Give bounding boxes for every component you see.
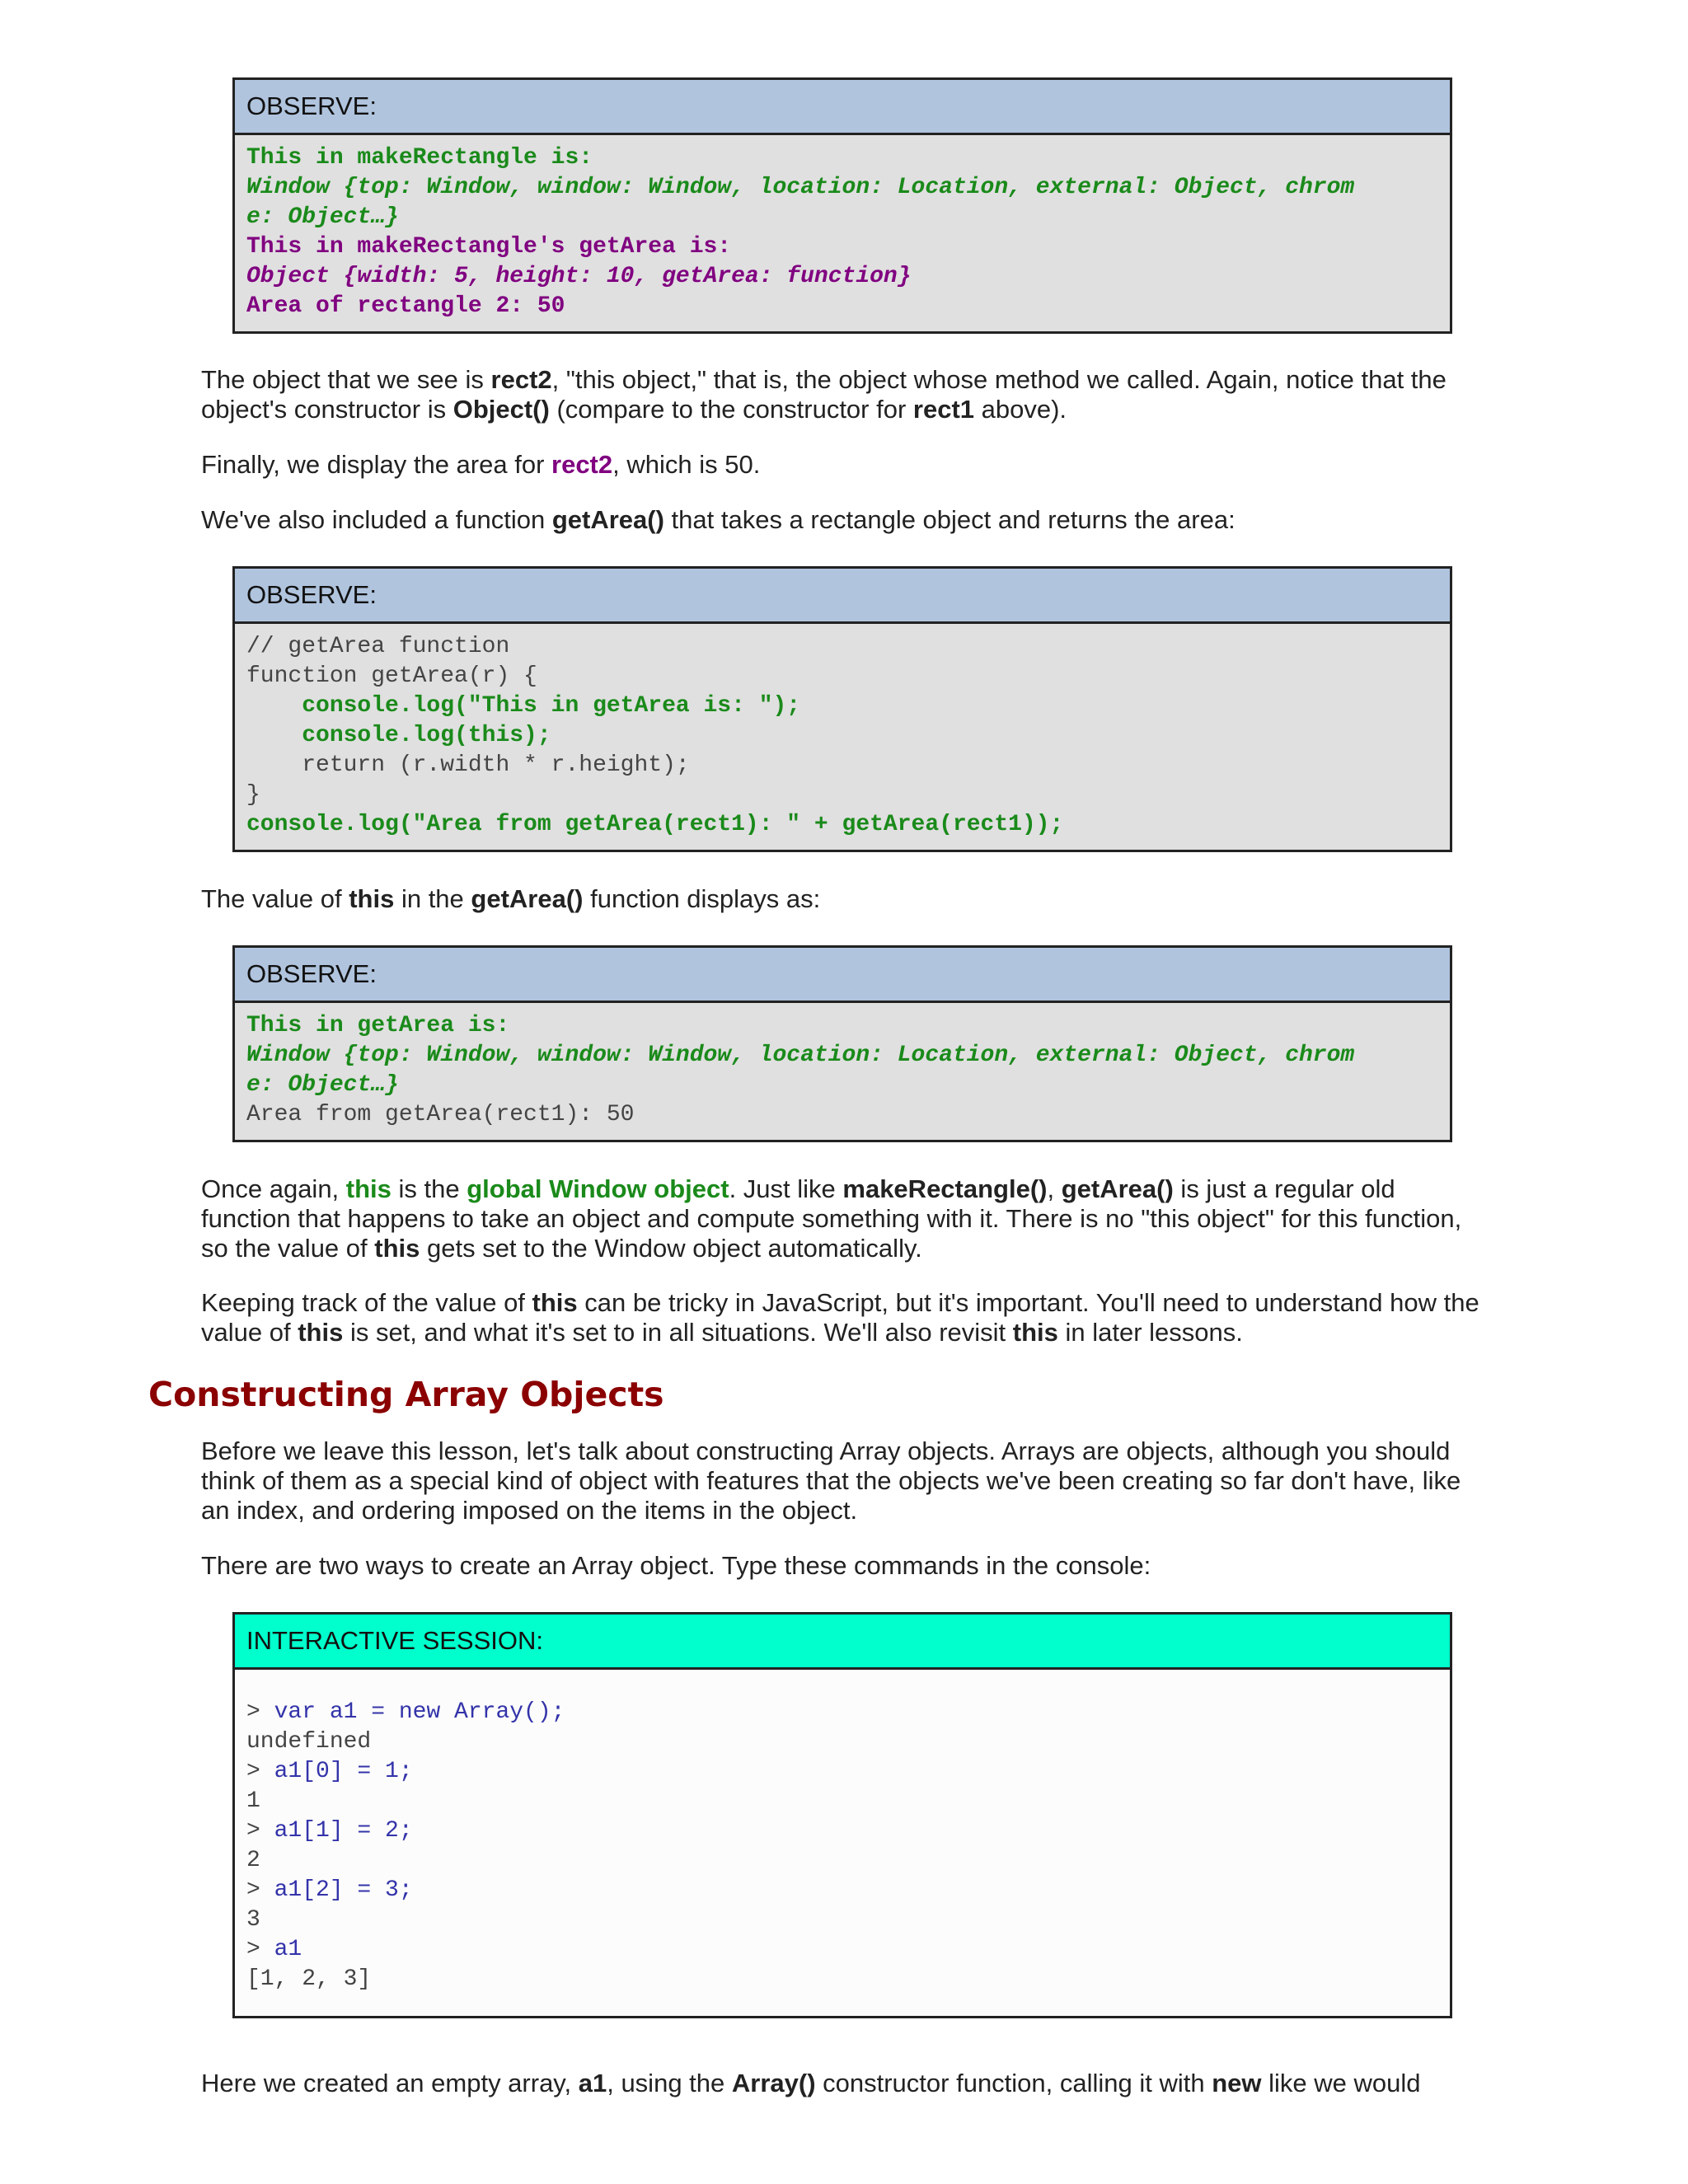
code-term: this (532, 1288, 578, 1317)
session-line (246, 1935, 1438, 1965)
text: . Just like (729, 1174, 843, 1203)
text: , "this object," that is, the object whose method we called. Again, notice that the object's constructor is (201, 365, 1447, 424)
session-output: undefined (246, 1729, 372, 1755)
observe-box-code (235, 135, 1450, 331)
code-term: Object() (452, 395, 550, 424)
session-line (246, 1698, 1438, 1727)
text: in later lessons. (1057, 1318, 1243, 1347)
session-output: 3 (246, 1907, 260, 1933)
text: is just a regular old function that happens to take an object and compute something with it. There is no "this object" for this function, so the value of (201, 1174, 1462, 1263)
session-code (235, 1670, 1450, 2016)
session-output: 2 (246, 1848, 260, 1873)
text: function displays as: (583, 884, 821, 913)
code-term: getArea() (551, 505, 664, 534)
paragraph: There are two ways to create an Array object. Type these commands in the console: (201, 1551, 1151, 1580)
paragraph (201, 505, 1487, 535)
code-term: rect1 (912, 395, 975, 424)
code-term: Array() (731, 2069, 816, 2097)
session-box-header: INTERACTIVE SESSION: (235, 1615, 1450, 1670)
glossary-term: global Window object (467, 1174, 729, 1203)
text: Finally, we display the area for (201, 450, 552, 479)
text: in the (394, 884, 471, 913)
code-term: this (345, 1174, 392, 1203)
text: Once again, (201, 1174, 346, 1203)
prompt: > (246, 1937, 274, 1962)
code-term: a1 (578, 2069, 607, 2097)
text: can be tricky in JavaScript, but it's important. You'll need to understand how the value of (201, 1288, 1479, 1347)
code-line: e: Object…} (246, 204, 399, 230)
text: above). (974, 395, 1067, 424)
text: like we would (1261, 2069, 1421, 2097)
code-line: Area of rectangle 2: 50 (246, 293, 565, 319)
observe-box-code (235, 1003, 1450, 1140)
prompt: > (246, 1759, 274, 1784)
code-line: } (246, 782, 260, 808)
text: The object that we see is (201, 365, 491, 394)
session-output: 1 (246, 1788, 260, 1814)
code-line: Window {top: Window, window: Window, location: Location, external: Object, chrom (246, 1043, 1355, 1068)
session-input: a1 (274, 1937, 302, 1962)
paragraph: Before we leave this lesson, let's talk about constructing Array objects. Arrays are objects, although you should think of them as a special kind of object with features that the objects we've been creating so far don't have, like an index, and ordering imposed on the items in the object. (201, 1436, 1461, 1525)
session-line (246, 1816, 1438, 1846)
prompt: > (246, 1818, 274, 1844)
text: gets set to the Window object automatically. (420, 1234, 922, 1263)
observe-box-code (235, 624, 1450, 850)
session-input: var a1 = new Array(); (274, 1699, 565, 1725)
text: Here we created an empty array, (201, 2069, 579, 2097)
paragraph (201, 2069, 1487, 2098)
paragraph (201, 884, 1487, 914)
code-term: makeRectangle() (842, 1174, 1048, 1203)
code-line: console.log("Area from getArea(rect1): " + getArea(rect1)); (246, 812, 1064, 837)
code-line: Area from getArea(rect1): 50 (246, 1102, 635, 1127)
session-input: a1[0] = 1; (274, 1759, 413, 1784)
session-line (246, 1876, 1438, 1905)
text: is set, and what it's set to in all situations. We'll also revisit (343, 1318, 1013, 1347)
code-line: console.log(this); (246, 723, 551, 748)
text: , using the (607, 2069, 732, 2097)
session-line (246, 1757, 1438, 1787)
section-heading: Constructing Array Objects (148, 1375, 664, 1414)
text: is the (391, 1174, 467, 1203)
prompt: > (246, 1877, 274, 1903)
text: constructor function, calling it with (815, 2069, 1212, 2097)
code-line: e: Object…} (246, 1072, 399, 1098)
code-term: this (1012, 1318, 1058, 1347)
paragraph (201, 365, 1487, 424)
observe-box-header: OBSERVE: (235, 80, 1450, 135)
code-line: function getArea(r) { (246, 663, 537, 689)
session-output: [1, 2, 3] (246, 1966, 372, 1992)
text: We've also included a function (201, 505, 552, 534)
text: (compare to the constructor for (549, 395, 913, 424)
code-line: This in getArea is: (246, 1013, 510, 1038)
code-term: getArea() (471, 884, 584, 913)
observe-box-header: OBSERVE: (235, 569, 1450, 624)
code-term: this (374, 1234, 420, 1263)
code-line: return (r.width * r.height); (246, 752, 690, 778)
code-line: Object {width: 5, height: 10, getArea: function} (246, 264, 912, 289)
text: The value of (201, 884, 349, 913)
session-input: a1[1] = 2; (274, 1818, 413, 1844)
code-line: Window {top: Window, window: Window, location: Location, external: Object, chrom (246, 175, 1355, 200)
session-input: a1[2] = 3; (274, 1877, 413, 1903)
code-term: new (1212, 2069, 1262, 2097)
code-line: This in makeRectangle is: (246, 145, 593, 171)
observe-box-3 (232, 945, 1452, 1142)
text: , (1047, 1174, 1062, 1203)
code-term: rect2 (551, 450, 613, 479)
text: , which is 50. (612, 450, 761, 479)
code-term: this (349, 884, 395, 913)
code-term: getArea() (1061, 1174, 1174, 1203)
code-term: this (298, 1318, 344, 1347)
paragraph (201, 1288, 1487, 1347)
paragraph (201, 450, 1487, 480)
observe-box-2 (232, 566, 1452, 852)
observe-box-header: OBSERVE: (235, 948, 1450, 1003)
observe-box-1 (232, 77, 1452, 334)
interactive-session-box (232, 1612, 1452, 2018)
text: Keeping track of the value of (201, 1288, 532, 1317)
text: that takes a rectangle object and returns the area: (663, 505, 1236, 534)
code-line: // getArea function (246, 634, 510, 659)
prompt: > (246, 1699, 274, 1725)
paragraph (201, 1174, 1487, 1263)
code-line: console.log("This in getArea is: "); (246, 693, 801, 719)
code-line: This in makeRectangle's getArea is: (246, 234, 732, 260)
code-term: rect2 (490, 365, 552, 394)
